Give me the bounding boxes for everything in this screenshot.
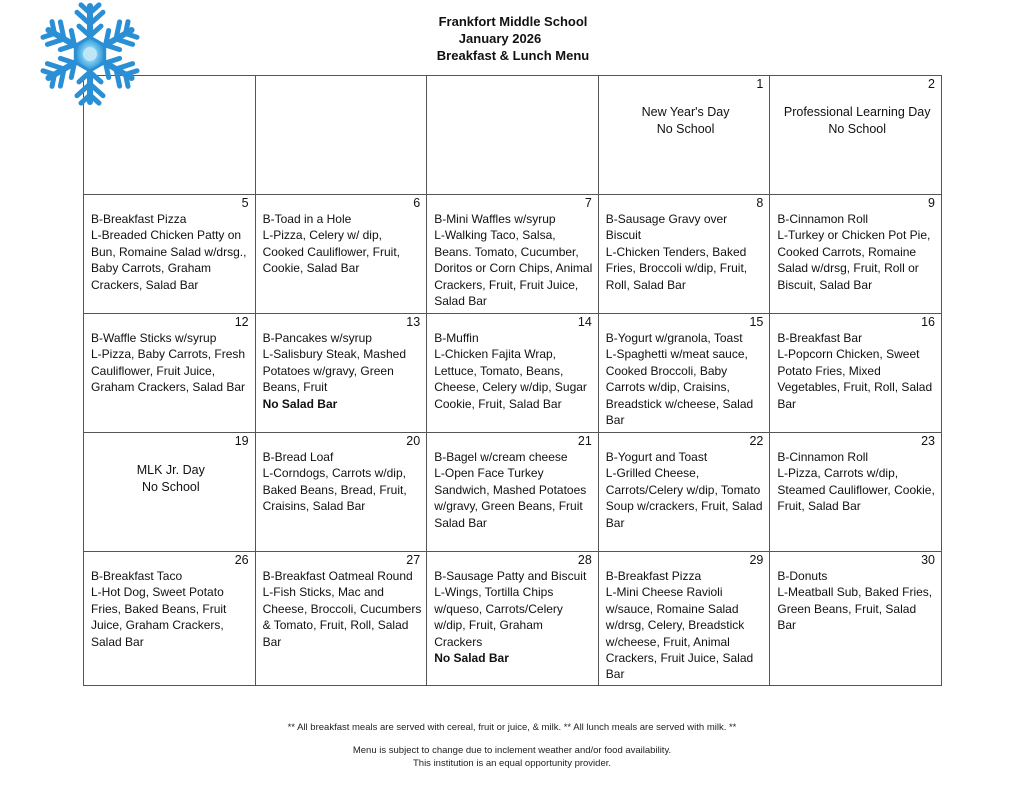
holiday-note (777, 104, 937, 137)
day-cell (770, 76, 942, 195)
day-number: 12 (234, 315, 249, 329)
day-number: 1 (756, 77, 764, 91)
breakfast-item: B-Breakfast Oatmeal Round (262, 569, 413, 583)
lunch-items: L-Corndogs, Carrots w/dip, Baked Beans, Bread, Fruit, Craisins, Salad Bar (262, 466, 407, 514)
day-cell (84, 314, 256, 433)
holiday-note-line: No School (828, 121, 887, 136)
lunch-items: L-Pizza, Baby Carrots, Fresh Cauliflower, Fruit Juice, Graham Crackers, Salad Bar (91, 347, 246, 395)
day-number (434, 77, 594, 92)
day-number: 21 (577, 434, 592, 448)
menu-calendar (83, 75, 942, 686)
footer-equal-opportunity: This institution is an equal opportunity provider. (412, 758, 612, 769)
day-cell (255, 433, 427, 552)
lunch-items: L-Fish Sticks, Mac and Cheese, Broccoli, Cucumbers & Tomato, Fruit, Roll, Salad Bar (262, 585, 422, 649)
breakfast-item: B-Muffin (434, 331, 479, 345)
day-cell (255, 76, 427, 195)
day-number: 14 (577, 315, 592, 329)
lunch-items: L-Breaded Chicken Patty on Bun, Romaine Salad w/drsg., Baby Carrots, Graham Crackers, Salad Bar (91, 228, 247, 292)
week-row (84, 76, 942, 195)
day-cell (598, 552, 770, 686)
footer-change-note: Menu is subject to change due to inclement weather and/or food availability. (352, 745, 672, 756)
menu-title: Breakfast & Lunch Menu (436, 48, 590, 63)
day-cell (598, 433, 770, 552)
breakfast-item: B-Bread Loaf (262, 450, 334, 464)
day-number: 20 (406, 434, 421, 448)
day-cell (427, 76, 599, 195)
lunch-items: L-Chicken Fajita Wrap, Lettuce, Tomato, Beans, Cheese, Celery w/dip, Sugar Cookie, Fruit, Salad Bar (434, 347, 587, 411)
footer-milk-note: ** All breakfast meals are served with cereal, fruit or juice, & milk. ** All lunch meals are served with milk. ** (287, 722, 737, 733)
week-row (84, 314, 942, 433)
day-number: 6 (413, 196, 421, 210)
day-number: 19 (234, 434, 249, 448)
lunch-items: L-Mini Cheese Ravioli w/sauce, Romaine Salad w/drsg, Celery, Breadstick w/cheese, Fruit, Animal Crackers, Fruit Juice, Salad Bar (605, 585, 754, 682)
no-salad-bar-note: No Salad Bar (434, 651, 509, 666)
menu-month: January 2026 (458, 31, 542, 46)
breakfast-item: B-Breakfast Pizza (605, 569, 702, 583)
day-number: 28 (577, 553, 592, 567)
breakfast-item: B-Cinnamon Roll (777, 212, 869, 226)
breakfast-item: B-Sausage Gravy over Biscuit (605, 212, 728, 243)
school-name: Frankfort Middle School (438, 14, 588, 29)
day-cell (255, 195, 427, 314)
lunch-items: L-Meatball Sub, Baked Fries, Green Beans, Fruit, Salad Bar (777, 585, 933, 633)
breakfast-item: B-Mini Waffles w/syrup (434, 212, 556, 226)
lunch-items: L-Spaghetti w/meat sauce, Cooked Broccoli, Baby Carrots w/dip, Craisins, Breadstick w/cheese, Salad Bar (605, 347, 754, 428)
day-cell (770, 314, 942, 433)
week-row (84, 552, 942, 686)
day-number: 23 (921, 434, 935, 448)
day-number: 7 (584, 196, 592, 210)
lunch-items: L-Walking Taco, Salsa, Beans. Tomato, Cucumber, Doritos or Corn Chips, Animal Crackers, Fruit, Fruit Juice, Salad Bar (434, 228, 593, 309)
day-number: 2 (928, 77, 935, 91)
day-number: 15 (749, 315, 764, 329)
lunch-items: L-Pizza, Carrots w/dip, Steamed Cauliflower, Cookie, Fruit, Salad Bar (777, 466, 935, 514)
day-number: 26 (234, 553, 249, 567)
day-number: 5 (241, 196, 249, 210)
day-cell (84, 195, 256, 314)
day-cell (84, 433, 256, 552)
holiday-note-line: Professional Learning Day (783, 105, 931, 119)
day-number: 8 (756, 196, 764, 210)
day-cell (598, 195, 770, 314)
breakfast-item: B-Cinnamon Roll (777, 450, 869, 464)
day-cell (598, 314, 770, 433)
day-number: 29 (749, 553, 764, 567)
day-cell (427, 195, 599, 314)
day-cell (255, 552, 427, 686)
holiday-note-line: New Year's Day (641, 105, 730, 119)
day-number: 30 (921, 553, 935, 567)
day-cell (255, 314, 427, 433)
week-row (84, 195, 942, 314)
holiday-note-line: No School (141, 479, 200, 494)
lunch-items: L-Wings, Tortilla Chips w/queso, Carrots/Celery w/dip, Fruit, Graham Crackers (434, 585, 563, 649)
lunch-items: L-Hot Dog, Sweet Potato Fries, Baked Beans, Fruit Juice, Graham Crackers, Salad Bar (91, 585, 227, 649)
snowflake-icon (18, 2, 162, 106)
day-number: 9 (928, 196, 935, 210)
day-number: 16 (921, 315, 935, 329)
holiday-note-line: MLK Jr. Day (136, 463, 205, 477)
day-cell (427, 314, 599, 433)
day-cell (770, 195, 942, 314)
breakfast-item: B-Donuts (777, 569, 828, 583)
lunch-items: L-Open Face Turkey Sandwich, Mashed Potatoes w/gravy, Green Beans, Fruit Salad Bar (434, 466, 587, 530)
breakfast-item: B-Sausage Patty and Biscuit (434, 569, 587, 583)
day-number: 22 (749, 434, 764, 448)
breakfast-item: B-Breakfast Pizza (91, 212, 187, 226)
day-cell (427, 552, 599, 686)
lunch-items: L-Turkey or Chicken Pot Pie, Cooked Carrots, Romaine Salad w/drsg, Fruit, Roll or Biscuit, Salad Bar (777, 228, 931, 292)
day-cell (770, 433, 942, 552)
lunch-items: L-Chicken Tenders, Baked Fries, Broccoli w/dip, Fruit, Roll, Salad Bar (605, 244, 748, 292)
holiday-note (606, 104, 766, 137)
day-cell (770, 552, 942, 686)
breakfast-item: B-Pancakes w/syrup (262, 331, 372, 345)
breakfast-item: B-Yogurt w/granola, Toast (605, 331, 743, 345)
day-number: 27 (406, 553, 421, 567)
breakfast-item: B-Breakfast Bar (777, 331, 863, 345)
day-cell (427, 433, 599, 552)
breakfast-item: B-Waffle Sticks w/syrup (91, 331, 217, 345)
holiday-note (91, 462, 251, 495)
lunch-items: L-Popcorn Chicken, Sweet Potato Fries, Mixed Vegetables, Fruit, Roll, Salad Bar (777, 347, 933, 411)
lunch-items: L-Grilled Cheese, Carrots/Celery w/dip, Tomato Soup w/crackers, Fruit, Salad Bar (605, 466, 763, 530)
breakfast-item: B-Breakfast Taco (91, 569, 183, 583)
breakfast-item: B-Toad in a Hole (262, 212, 352, 226)
day-cell (84, 552, 256, 686)
snowflake-core (83, 47, 97, 61)
breakfast-item: B-Bagel w/cream cheese (434, 450, 568, 464)
day-cell (598, 76, 770, 195)
lunch-items: L-Pizza, Celery w/ dip, Cooked Cauliflower, Fruit, Cookie, Salad Bar (262, 228, 400, 276)
breakfast-item: B-Yogurt and Toast (605, 450, 708, 464)
day-number: 13 (406, 315, 421, 329)
no-salad-bar-note: No Salad Bar (262, 396, 338, 411)
week-row (84, 433, 942, 552)
day-number (263, 77, 423, 92)
lunch-items: L-Salisbury Steak, Mashed Potatoes w/gravy, Green Beans, Fruit (262, 347, 406, 395)
holiday-note-line: No School (656, 121, 715, 136)
